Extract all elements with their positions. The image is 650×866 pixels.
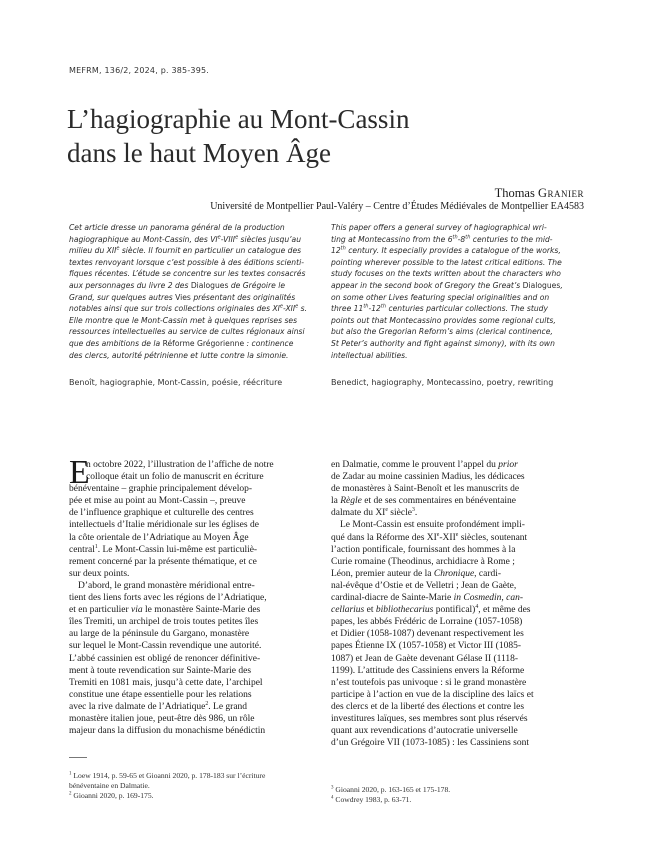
footnote-ref[interactable]: 4: [475, 603, 479, 610]
title-line-1: L’hagiographie au Mont-Cassin: [67, 104, 410, 134]
abstract-line: appear in the second book of Gregory the Great’s Dialogues,: [331, 280, 563, 290]
body-line: quant aux revendications d’autocratie universelle: [331, 726, 518, 737]
abstract-line: fiques récentes. L’étude se concentre sur les textes consacrés: [69, 269, 306, 279]
abstract-english: [331, 222, 591, 361]
journal-reference: MEFRM, 136/2, 2024, p. 385-395.: [69, 66, 210, 75]
abstract-french: [69, 222, 329, 361]
body-line: n octobre 2022, l’illustration de l’affiche de notre: [86, 460, 274, 470]
body-line: Curie romaine (Theodinus, archidiacre à Rome ;: [331, 556, 515, 567]
body-line: de monastères à Saint-Benoît et les manuscrits de: [331, 484, 520, 495]
body-line: central$^1$. Le Mont-Cassin lui-même est particuliè-: [69, 543, 258, 555]
body-line: sur deux points.: [69, 568, 130, 579]
abstract-line: milieu du XIIe siècle. Il fournit en particulier un catalogue des: [69, 245, 302, 256]
body-line: cardinal-diacre de Sainte-Marie in Cosmedin, can-: [331, 593, 524, 604]
body-line: papes, les abbés Frédéric de Lorraine (1057-1058): [331, 617, 523, 628]
body-line: de Zadar au moine cassinien Madius, les dédicaces: [331, 472, 525, 483]
footnote-ref[interactable]: 1: [94, 543, 98, 550]
footnote: $^4$ Cowdrey 1983, p. 63-71.: [331, 795, 412, 804]
body-line: îles Tremiti, un archipel de trois toutes petites îles: [69, 617, 259, 628]
body-line: des clercs et de la liberté des élections et contre les: [331, 701, 525, 712]
body-line: Le Mont-Cassin est ensuite profondément impli-: [340, 520, 525, 531]
body-line: pée et mise au point au Mont-Cassin –, preuve: [69, 496, 246, 507]
author-name: [495, 186, 584, 201]
body-line: la côte orientale de l’Adriatique au Moyen Âge: [69, 532, 249, 543]
footnotes-left: [69, 771, 324, 801]
body-line: n’est toutefois pas univoque : si le grand monastère: [331, 677, 527, 688]
body-line: 1087) et Jean de Gaète devenant Gélase II (1118-: [331, 653, 519, 664]
footnote-divider: [69, 757, 87, 758]
body-line: au large de la péninsule du Gargano, monastère: [69, 629, 250, 640]
body-line: qué dans la Réforme des XIe-XIIe siècles, soutenant: [331, 531, 528, 543]
abstract-line: notables ainsi que sur trois collections originales des XIe-XIIe s.: [69, 303, 308, 314]
abstract-line: study focuses on the texts written about the characters who: [331, 269, 561, 279]
footnote-ref[interactable]: 2: [205, 700, 209, 707]
body-line: majeur dans la diffusion du monachisme bénédictin: [69, 726, 266, 737]
body-line: d’un Grégoire VII (1073-1085) : les Cassiniens sont: [331, 738, 529, 749]
abstract-line: pointing wherever possible to the latest critical editions. The: [331, 257, 562, 267]
body-line: et en particulier via le monastère Sainte-Marie des: [69, 605, 261, 616]
abstract-line: 12th century. It especially provides a catalogue of the works,: [331, 245, 561, 256]
footnote: $^1$ Loew 1914, p. 59-65 et Gioanni 2020, p. 178-183 sur l’écriture: [69, 771, 266, 780]
footnote-ref[interactable]: 3: [411, 507, 415, 514]
article-title: [67, 102, 587, 170]
title-line-2: dans le haut Moyen Âge: [67, 138, 331, 168]
abstract-line: intellectual abilities.: [331, 350, 408, 360]
body-line: Tremiti en 1081 mais, jusqu’à cette date, l’archipel: [69, 677, 263, 688]
body-line: et Didier (1058-1087) devenant respectivement les: [331, 629, 524, 640]
abstract-line: textes renvoyant lorsque c’est possible à des éditions scienti-: [69, 257, 304, 267]
body-line: cellarius et bibliothecarius pontifical)$^4$, et même des: [331, 603, 531, 616]
abstract-line: Cet article dresse un panorama général de la production: [69, 223, 285, 232]
body-line: colloque était un folio de manuscrit en écriture: [86, 472, 264, 483]
body-line: bénéventaine – graphie principalement dévelop-: [69, 484, 253, 495]
body-line: ment à toute revendication sur Sainte-Marie des: [69, 665, 252, 676]
abstract-line: on some other Lives featuring special originalities and on: [331, 292, 550, 302]
body-line: D’abord, le grand monastère méridional entre-: [78, 580, 255, 591]
abstract-line: St Peter’s authority and fight against simony), with its own: [331, 338, 555, 348]
footnote: bénéventaine en Dalmatie.: [69, 781, 150, 790]
body-line: avec la rive dalmate de l’Adriatique$^2$. Le grand: [69, 700, 248, 712]
body-line: sur lequel le Mont-Cassin revendique une autorité.: [69, 641, 262, 652]
body-line: Léon, premier auteur de la Chronique, cardi-: [331, 568, 502, 579]
body-line: de l’influence graphique et culturelle des centres: [69, 508, 254, 519]
footnote: $^2$ Gioanni 2020, p. 169-175.: [69, 791, 154, 800]
abstract-line: points out that Montecassino provides some regional cults,: [331, 315, 556, 325]
keywords-english: Benedict, hagiography, Montecassino, poetry, rewriting: [331, 378, 554, 387]
body-line: constitue une étape essentielle pour les relations: [69, 689, 252, 700]
drop-cap: E: [69, 454, 90, 491]
abstract-line: ressources intellectuelles au service de cultes régionaux ainsi: [69, 327, 305, 337]
footnote: $^3$ Gioanni 2020, p. 163-165 et 175-178.: [331, 785, 451, 794]
body-line: investitures laïques, ses membres sont plus réservés: [331, 713, 528, 724]
body-line: rement concerné par la présente thématique, et ce: [69, 556, 257, 567]
abstract-line: des clercs, autorité pétrinienne et lutte contre la simonie.: [69, 350, 289, 360]
body-line: nal-évêque d’Ostie et de Velletri ; Jean de Gaète,: [331, 580, 517, 591]
abstract-line: ting at Montecassino from the 6th-8th centuries to the mid-: [331, 234, 553, 244]
abstract-line: three 11th-12th centuries particular collections. The study: [331, 303, 548, 314]
author-affiliation: Université de Montpellier Paul-Valéry – Centre d’Études Médiévales de Montpellier EA4583: [210, 201, 584, 212]
body-line: monastère italien joue, peut-être dès 986, un rôle: [69, 713, 255, 724]
body-column-right: [331, 459, 586, 749]
abstract-line: hagiographique au Mont-Cassin, des VIe-VIIIe siècles jusqu’au: [69, 234, 302, 244]
keywords-french: Benoît, hagiographie, Mont-Cassin, poésie, réécriture: [69, 378, 283, 387]
body-line: l’action pontificale, fournissant des hommes à la: [331, 544, 516, 555]
footnotes-right: [331, 785, 586, 805]
abstract-line: This paper offers a general survey of hagiographical wri-: [331, 223, 547, 232]
body-line: tient des liens forts avec les régions de l’Adriatique,: [69, 593, 267, 604]
body-line: intellectuels d’Italie méridionale sur les églises de: [69, 520, 259, 531]
abstract-line: but also the Gregorian Reform’s aims (clerical continence,: [331, 327, 553, 337]
body-line: participe à l’action en vue de la discipline des laïcs et: [331, 689, 534, 700]
body-line: L’abbé cassinien est obligé de renoncer définitive-: [69, 653, 261, 664]
body-column-left: [69, 454, 324, 737]
author-first: Thomas: [494, 186, 535, 200]
abstract-line: aux personnages du livre 2 des Dialogues de Grégoire le: [69, 280, 286, 290]
author-last: Granier: [537, 186, 584, 200]
abstract-line: que des ambitions de la Réforme Grégorienne : continence: [69, 338, 294, 348]
body-line: dalmate du XIe siècle$^3$.: [331, 507, 418, 519]
abstract-line: Grand, sur quelques autres Vies présentant des originalités: [69, 292, 296, 302]
abstract-line: Elle montre que le Mont-Cassin met à quelques reprises ses: [69, 315, 298, 325]
body-line: la Règle et de ses commentaires en bénéventaine: [331, 496, 516, 507]
body-line: 1199). L’attitude des Cassiniens envers la Réforme: [331, 665, 525, 676]
body-line: en Dalmatie, comme le prouvent l’appel du prior: [331, 460, 518, 470]
body-line: papes Étienne IX (1057-1058) et Victor III (1085-: [331, 641, 521, 652]
